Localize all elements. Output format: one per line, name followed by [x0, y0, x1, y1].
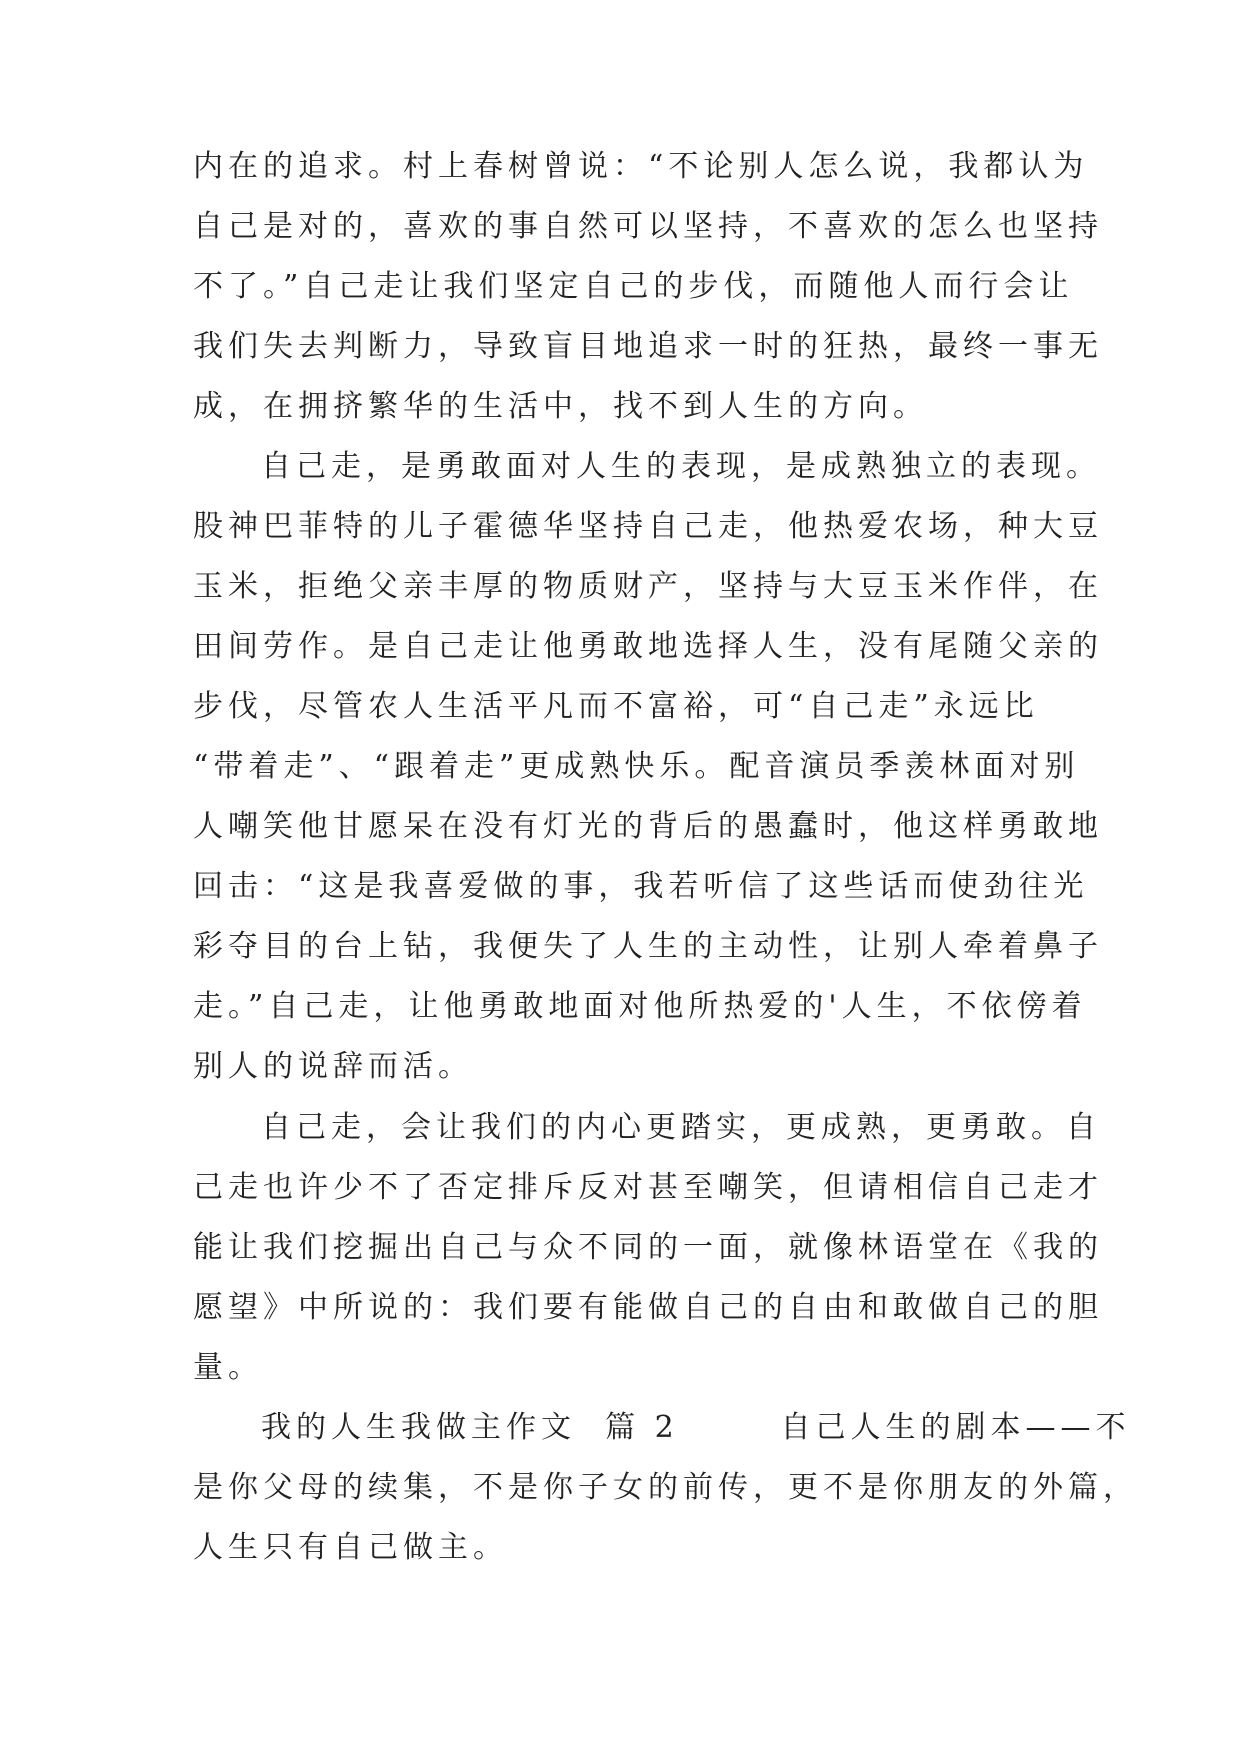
paragraph-4 [193, 1398, 1138, 1578]
text-line: 内在的追求。村上春树曾说：“不论别人怎么说，我都认为 [193, 149, 1089, 184]
text-line: 量。 [193, 1350, 263, 1385]
text-line: 玉米，拒绝父亲丰厚的物质财产，坚持与大豆玉米作伴，在 [193, 569, 1103, 604]
paragraph-2 [193, 437, 1103, 1097]
text-line: 人生只有自己做主。 [193, 1530, 508, 1565]
text-line: 我的人生我做主作文 篇 2 自己人生的剧本——不 [261, 1410, 1131, 1445]
text-line: 人嘲笑他甘愿呆在没有灯光的背后的愚蠢时，他这样勇敢地 [193, 809, 1103, 844]
text-line: 田间劳作。是自己走让他勇敢地选择人生，没有尾随父亲的 [193, 629, 1103, 664]
text-line: 步伐，尽管农人生活平凡而不富裕，可“自己走”永远比 [193, 689, 1039, 724]
paragraph-1 [193, 137, 1103, 437]
text-line: 走。”自己走，让他勇敢地面对他所热爱的'人生，不依傍着 [193, 989, 1087, 1024]
text-line: 彩夺目的台上钻，我便失了人生的主动性，让别人牵着鼻子 [193, 929, 1103, 964]
text-line: 回击：“这是我喜爱做的事，我若听信了这些话而使劲往光 [193, 869, 1089, 904]
text-line: 成，在拥挤繁华的生活中，找不到人生的方向。 [193, 389, 928, 424]
text-line: 己走也许少不了否定排斥反对甚至嘲笑，但请相信自己走才 [193, 1170, 1103, 1205]
text-line: 自己走，是勇敢面对人生的表现，是成熟独立的表现。 [261, 449, 1101, 484]
paragraph-3 [193, 1098, 1103, 1398]
text-line: 股神巴菲特的儿子霍德华坚持自己走，他热爱农场，种大豆 [193, 509, 1103, 544]
text-line: 别人的说辞而活。 [193, 1049, 473, 1084]
text-line: 是你父母的续集，不是你子女的前传，更不是你朋友的外篇， [193, 1470, 1138, 1505]
text-line: “带着走”、“跟着走”更成熟快乐。配音演员季羡林面对别 [193, 749, 1080, 784]
text-line: 自己走，会让我们的内心更踏实，更成熟，更勇敢。自 [261, 1110, 1101, 1145]
text-line: 能让我们挖掘出自己与众不同的一面，就像林语堂在《我的 [193, 1230, 1103, 1265]
text-line: 不了。”自己走让我们坚定自己的步伐，而随他人而行会让 [193, 269, 1074, 304]
text-line: 自己是对的，喜欢的事自然可以坚持，不喜欢的怎么也坚持 [193, 209, 1103, 244]
text-line: 我们失去判断力，导致盲目地追求一时的狂热，最终一事无 [193, 329, 1103, 364]
text-line: 愿望》中所说的：我们要有能做自己的自由和敢做自己的胆 [193, 1290, 1103, 1325]
